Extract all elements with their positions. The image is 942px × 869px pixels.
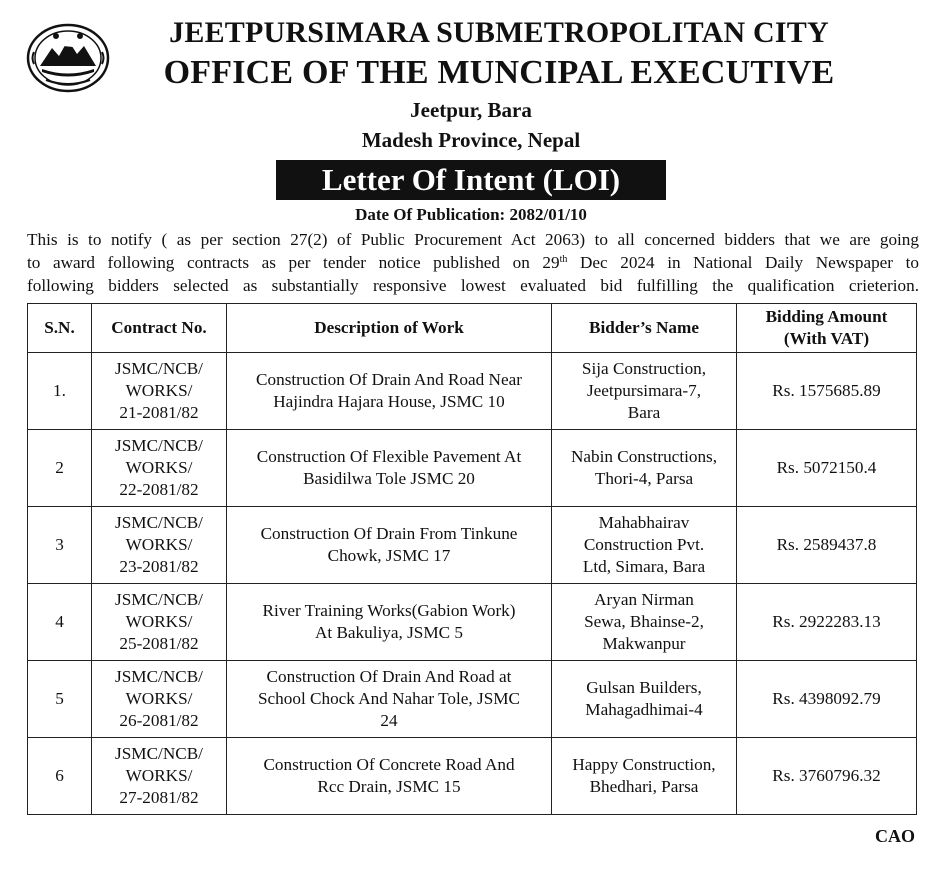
- cell-bidder-name-line: Makwanpur: [602, 634, 686, 653]
- cell-bidder-name: [552, 430, 737, 507]
- cell-contract-no-line: 25-2081/82: [119, 634, 199, 653]
- cell-description: [227, 738, 552, 815]
- cell-description: [227, 507, 552, 584]
- column-header-amount-line-2: (With VAT): [783, 329, 870, 348]
- cell-contract-no-line: WORKS/: [125, 535, 193, 554]
- cell-description-line: Hajindra Hajara House, JSMC 10: [273, 392, 505, 411]
- cell-bid-amount: Rs. 2922283.13: [737, 584, 917, 661]
- cell-contract-no: [92, 738, 227, 815]
- cell-contract-no-line: 21-2081/82: [119, 403, 199, 422]
- cell-bidder-name-line: Thori-4, Parsa: [594, 469, 694, 488]
- cell-contract-no: [92, 584, 227, 661]
- bidders-table: [27, 303, 917, 815]
- cell-bidder-name-line: Bara: [627, 403, 661, 422]
- document-title: Letter Of Intent (LOI): [276, 160, 666, 200]
- cell-contract-no-line: JSMC/NCB/: [115, 359, 203, 378]
- cell-description-line: 24: [380, 711, 398, 730]
- cell-description-line: At Bakuliya, JSMC 5: [314, 623, 463, 642]
- column-header-sn: S.N.: [28, 304, 92, 353]
- cell-description-line: Construction Of Concrete Road And: [263, 755, 515, 774]
- cell-bidder-name: [552, 584, 737, 661]
- cell-bidder-name-line: Sija Construction,: [581, 359, 707, 378]
- office-address: Jeetpur, Bara: [410, 98, 532, 122]
- cell-bidder-name-line: Mahagadhimai-4: [585, 700, 703, 719]
- cell-description-line: Construction Of Drain And Road at: [266, 667, 512, 686]
- notice-line-2-end: Dec 2024 in National Daily Newspaper to: [567, 253, 919, 272]
- cell-bidder-name-line: Ltd, Simara, Bara: [582, 557, 706, 576]
- cell-contract-no: [92, 430, 227, 507]
- cell-bid-amount: Rs. 4398092.79: [737, 661, 917, 738]
- cell-bid-amount: Rs. 3760796.32: [737, 738, 917, 815]
- cell-description-line: Construction Of Drain And Road Near: [256, 370, 522, 389]
- cell-contract-no-line: JSMC/NCB/: [115, 590, 203, 609]
- cell-bidder-name: [552, 507, 737, 584]
- cell-bidder-name-line: Sewa, Bhainse-2,: [584, 612, 704, 631]
- notice-line-2: [27, 251, 919, 274]
- table-body: [28, 353, 917, 815]
- cell-bidder-name-line: Mahabhairav: [598, 513, 690, 532]
- cell-description-line: Basidilwa Tole JSMC 20: [303, 469, 475, 488]
- cell-contract-no-line: JSMC/NCB/: [115, 436, 203, 455]
- cell-sn: 6: [28, 738, 92, 815]
- cell-description-line: Chowk, JSMC 17: [327, 546, 451, 565]
- office-name: OFFICE OF THE MUNCIPAL EXECUTIVE: [163, 54, 835, 91]
- municipality-name: JEETPURSIMARA SUBMETROPOLITAN CITY: [169, 16, 829, 49]
- cell-bidder-name-line: Gulsan Builders,: [586, 678, 702, 697]
- cell-bid-amount: Rs. 5072150.4: [737, 430, 917, 507]
- cell-bidder-name-line: Construction Pvt.: [583, 535, 705, 554]
- cell-sn: 4: [28, 584, 92, 661]
- cell-description: [227, 661, 552, 738]
- cell-description-line: Construction Of Flexible Pavement At: [256, 447, 522, 466]
- cell-description: [227, 430, 552, 507]
- cell-bidder-name: [552, 353, 737, 430]
- cell-description: [227, 584, 552, 661]
- cell-description-line: School Chock And Nahar Tole, JSMC: [257, 689, 520, 708]
- cell-bidder-name: [552, 661, 737, 738]
- table-row: [28, 430, 917, 507]
- cell-bidder-name: [552, 738, 737, 815]
- cell-sn: 3: [28, 507, 92, 584]
- table-row: [28, 584, 917, 661]
- column-header-bidder: Bidder’s Name: [552, 304, 737, 353]
- signature-cao: CAO: [875, 826, 915, 846]
- cell-bid-amount: Rs. 1575685.89: [737, 353, 917, 430]
- cell-bidder-name-line: Aryan Nirman: [594, 590, 694, 609]
- notice-line-3: following bidders selected as substantially responsive lowest evaluated bid fulfilling the qualification crieterion.: [27, 276, 919, 295]
- notice-line-2-superscript: th: [559, 254, 568, 265]
- cell-contract-no-line: WORKS/: [125, 766, 193, 785]
- cell-contract-no-line: 26-2081/82: [119, 711, 199, 730]
- cell-bidder-name-line: Nabin Constructions,: [570, 447, 718, 466]
- notice-line-2-start: to award following contracts as per tender notice published on 29: [27, 253, 560, 272]
- table-header-row: [28, 304, 917, 353]
- cell-contract-no: [92, 507, 227, 584]
- cell-contract-no-line: WORKS/: [125, 381, 193, 400]
- cell-description-line: Construction Of Drain From Tinkune: [260, 524, 518, 543]
- cell-contract-no: [92, 661, 227, 738]
- cell-contract-no-line: WORKS/: [125, 689, 193, 708]
- cell-bidder-name-line: Happy Construction,: [572, 755, 716, 774]
- cell-description-line: Rcc Drain, JSMC 15: [317, 777, 461, 796]
- table-row: [28, 353, 917, 430]
- cell-contract-no-line: 22-2081/82: [119, 480, 199, 499]
- cell-contract-no: [92, 353, 227, 430]
- cell-description: [227, 353, 552, 430]
- column-header-amount-line-1: Bidding Amount: [765, 307, 888, 326]
- cell-sn: 2: [28, 430, 92, 507]
- cell-contract-no-line: JSMC/NCB/: [115, 667, 203, 686]
- cell-bidder-name-line: Bhedhari, Parsa: [589, 777, 699, 796]
- cell-contract-no-line: 23-2081/82: [119, 557, 199, 576]
- cell-bid-amount: Rs. 2589437.8: [737, 507, 917, 584]
- cell-sn: 1.: [28, 353, 92, 430]
- notice-paragraph: [27, 228, 919, 297]
- cell-contract-no-line: WORKS/: [125, 458, 193, 477]
- column-header-contract: Contract No.: [92, 304, 227, 353]
- cell-bidder-name-line: Jeetpursimara-7,: [586, 381, 702, 400]
- cell-contract-no-line: 27-2081/82: [119, 788, 199, 807]
- cell-sn: 5: [28, 661, 92, 738]
- column-header-amount: [737, 304, 917, 353]
- cell-description-line: River Training Works(Gabion Work): [262, 601, 516, 620]
- column-header-description: Description of Work: [227, 304, 552, 353]
- publication-date: Date Of Publication: 2082/01/10: [355, 205, 587, 224]
- table-row: [28, 507, 917, 584]
- office-province: Madesh Province, Nepal: [361, 128, 581, 152]
- cell-contract-no-line: JSMC/NCB/: [115, 513, 203, 532]
- table-row: [28, 661, 917, 738]
- notice-line-1: This is to notify ( as per section 27(2) of Public Procurement Act 2063) to all concerned bidders that we are going: [27, 230, 919, 249]
- cell-contract-no-line: JSMC/NCB/: [115, 744, 203, 763]
- cell-contract-no-line: WORKS/: [125, 612, 193, 631]
- table-row: [28, 738, 917, 815]
